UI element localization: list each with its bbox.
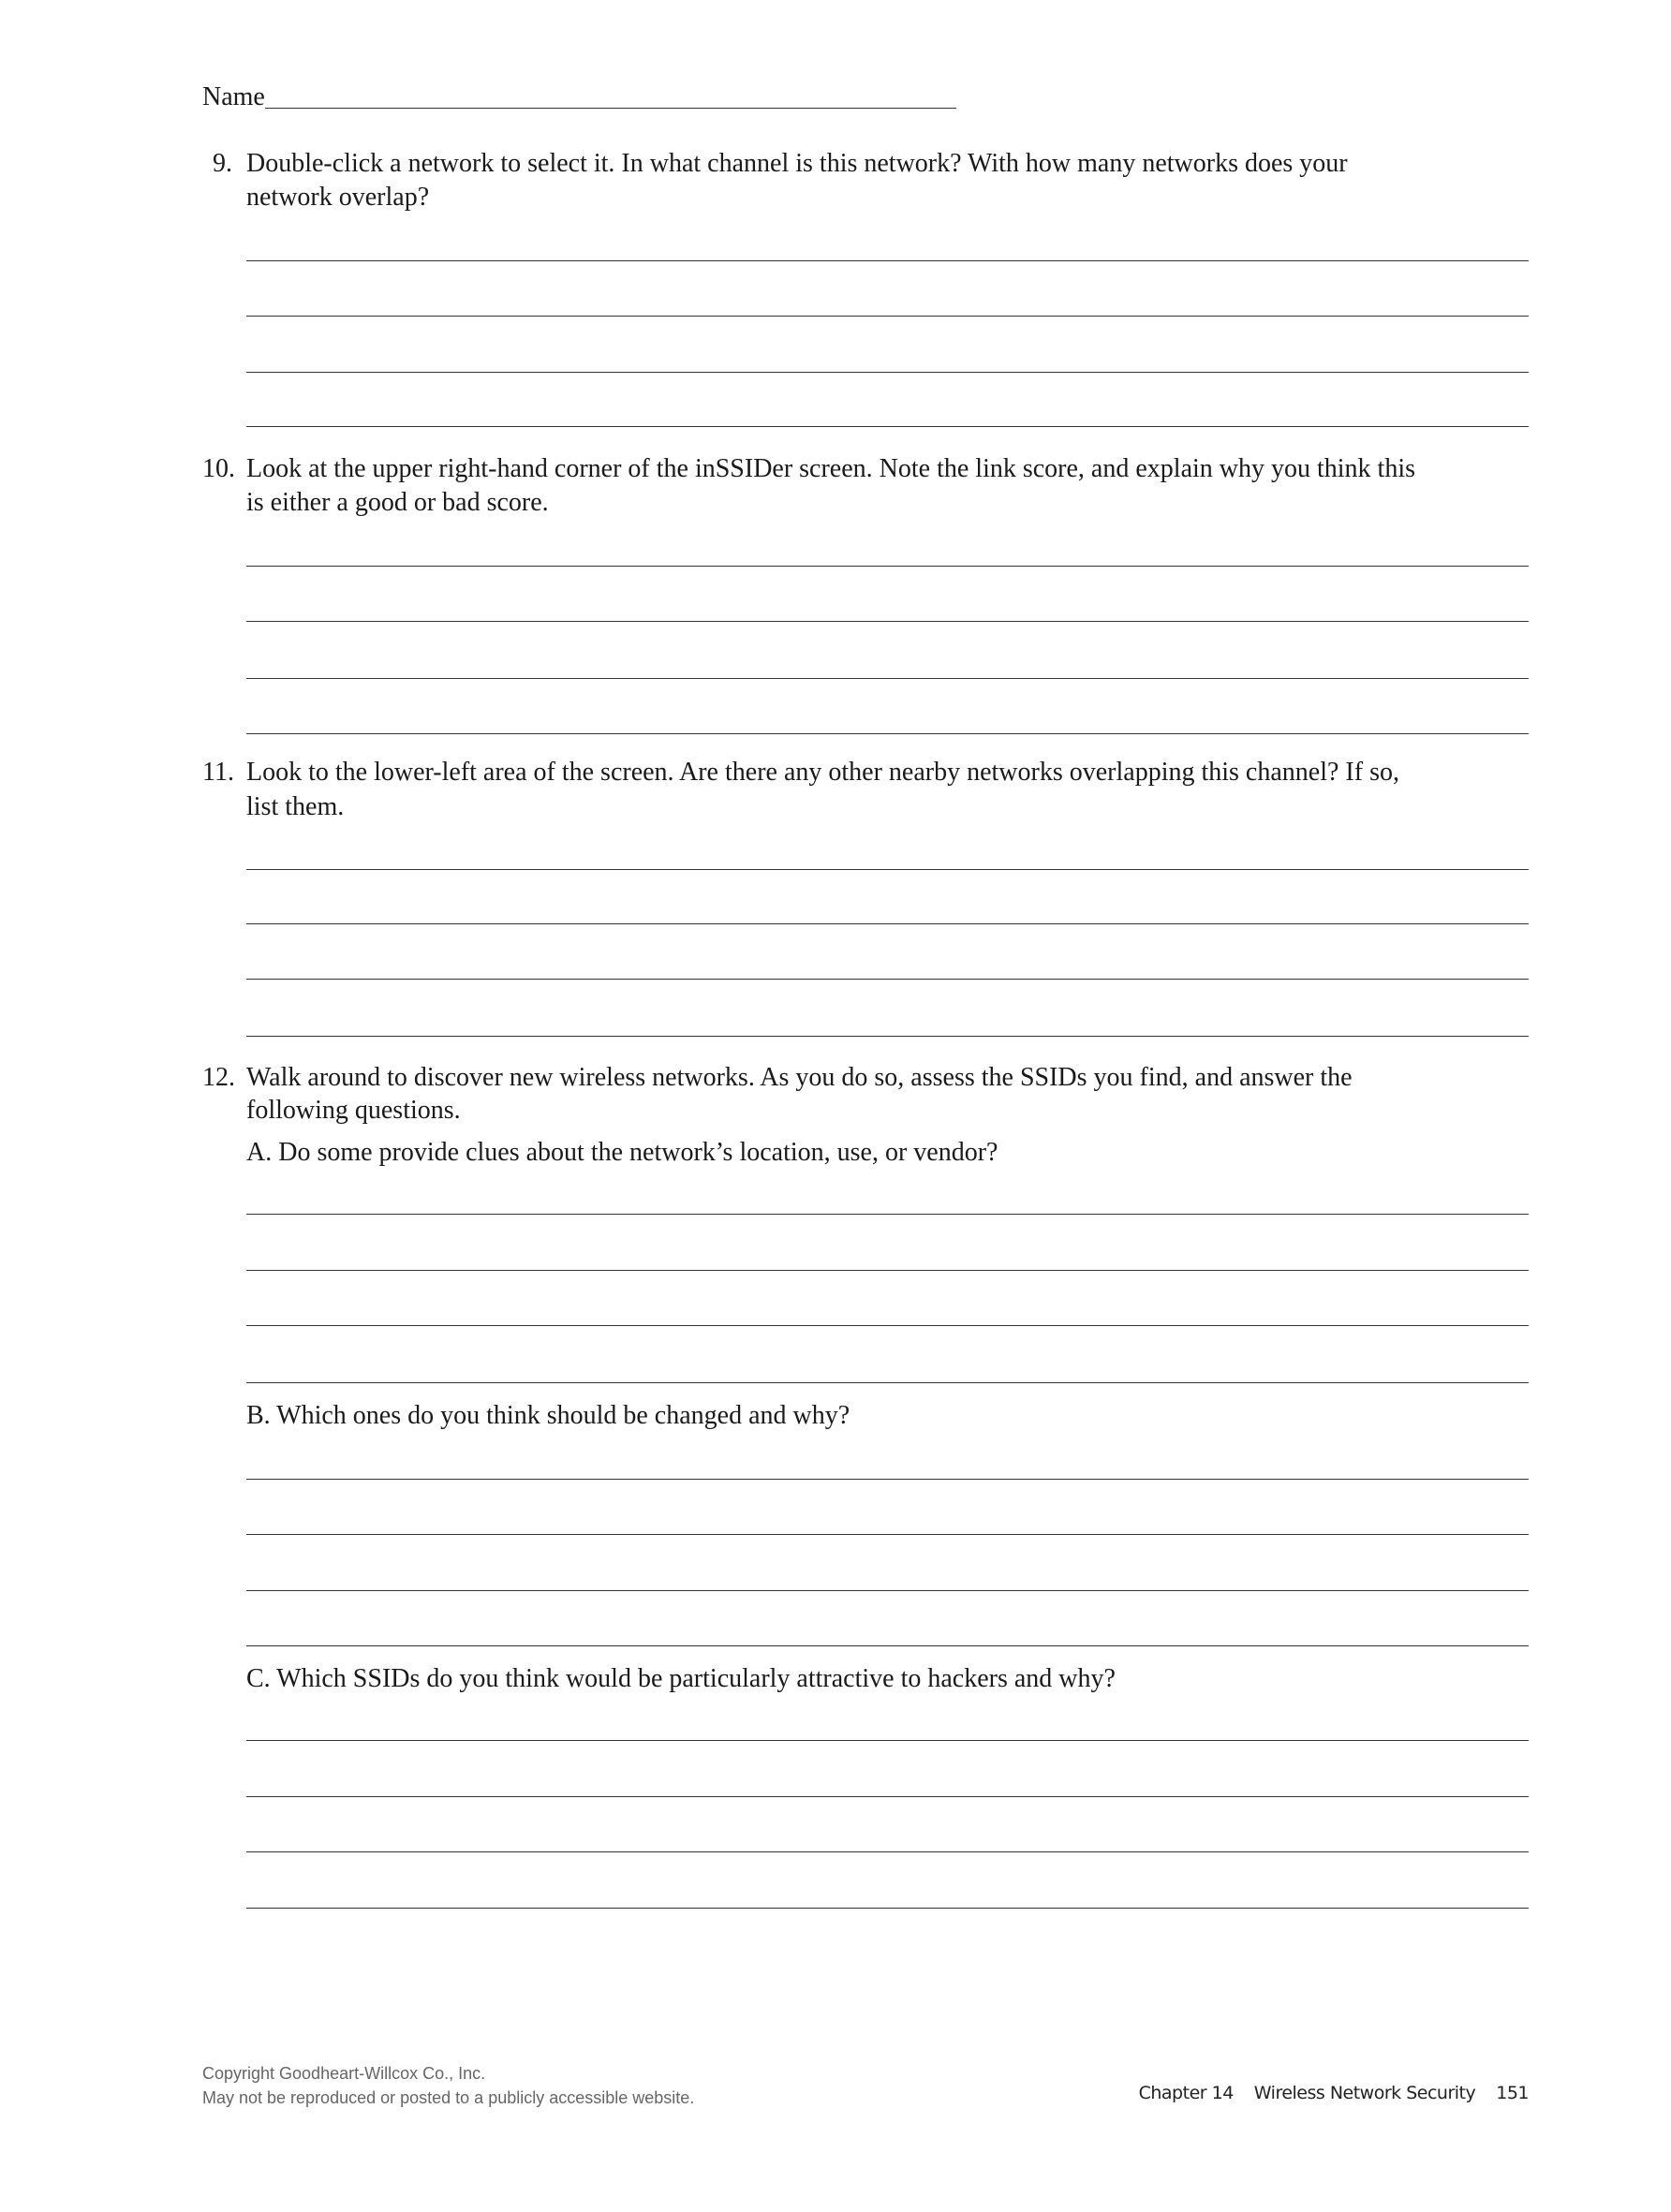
question-text: Look to the lower-left area of the screen. Are there any other nearby networks overlapping this channel? If so, (246, 758, 1399, 787)
name-answer-line[interactable] (265, 108, 956, 109)
answer-line[interactable] (246, 372, 1529, 373)
answer-line[interactable] (246, 869, 1529, 870)
answer-line[interactable] (246, 1645, 1529, 1646)
answer-line[interactable] (246, 1036, 1529, 1037)
subquestion-c: C. Which SSIDs do you think would be particularly attractive to hackers and why? (246, 1664, 1116, 1693)
answer-line[interactable] (246, 1325, 1529, 1326)
answer-line[interactable] (246, 1270, 1529, 1271)
answer-line[interactable] (246, 316, 1529, 317)
answer-line[interactable] (246, 566, 1529, 567)
chapter-label: Chapter 14 (1138, 2083, 1234, 2103)
answer-line[interactable] (246, 1796, 1529, 1797)
question-text: list them. (246, 792, 345, 821)
question-text: Double-click a network to select it. In what channel is this network? With how many networks does your (246, 149, 1348, 178)
question-number: 11. (202, 758, 234, 787)
chapter-title: Wireless Network Security (1253, 2083, 1476, 2103)
answer-line[interactable] (246, 1740, 1529, 1741)
answer-line[interactable] (246, 979, 1529, 980)
answer-line[interactable] (246, 678, 1529, 679)
question-text: is either a good or bad score. (246, 488, 549, 517)
question-number: 10. (202, 454, 235, 483)
answer-line[interactable] (246, 1382, 1529, 1383)
question-text: following questions. (246, 1096, 461, 1125)
question-text: Look at the upper right-hand corner of the inSSIDer screen. Note the link score, and explain why you think this (246, 454, 1416, 483)
answer-line[interactable] (246, 426, 1529, 427)
answer-line[interactable] (246, 621, 1529, 622)
answer-line[interactable] (246, 1479, 1529, 1480)
copyright-line-2: May not be reproduced or posted to a publicly accessible website. (202, 2088, 695, 2107)
page-footer-info (1139, 2083, 1529, 2103)
name-label: Name (202, 82, 265, 111)
question-number: 12. (202, 1063, 235, 1092)
answer-line[interactable] (246, 1851, 1529, 1852)
answer-line[interactable] (246, 260, 1529, 261)
subquestion-b: B. Which ones do you think should be changed and why? (246, 1401, 850, 1430)
question-text: Walk around to discover new wireless networks. As you do so, assess the SSIDs you find, and answer the (246, 1063, 1353, 1092)
subquestion-a: A. Do some provide clues about the network’s location, use, or vendor? (246, 1138, 998, 1167)
answer-line[interactable] (246, 1590, 1529, 1591)
answer-line[interactable] (246, 1908, 1529, 1909)
answer-line[interactable] (246, 1214, 1529, 1215)
answer-line[interactable] (246, 923, 1529, 924)
answer-line[interactable] (246, 733, 1529, 734)
question-text: network overlap? (246, 183, 430, 212)
question-number: 9. (213, 149, 232, 178)
copyright-line-1: Copyright Goodheart-Willcox Co., Inc. (202, 2064, 486, 2083)
page-number: 151 (1496, 2083, 1529, 2103)
answer-line[interactable] (246, 1534, 1529, 1535)
